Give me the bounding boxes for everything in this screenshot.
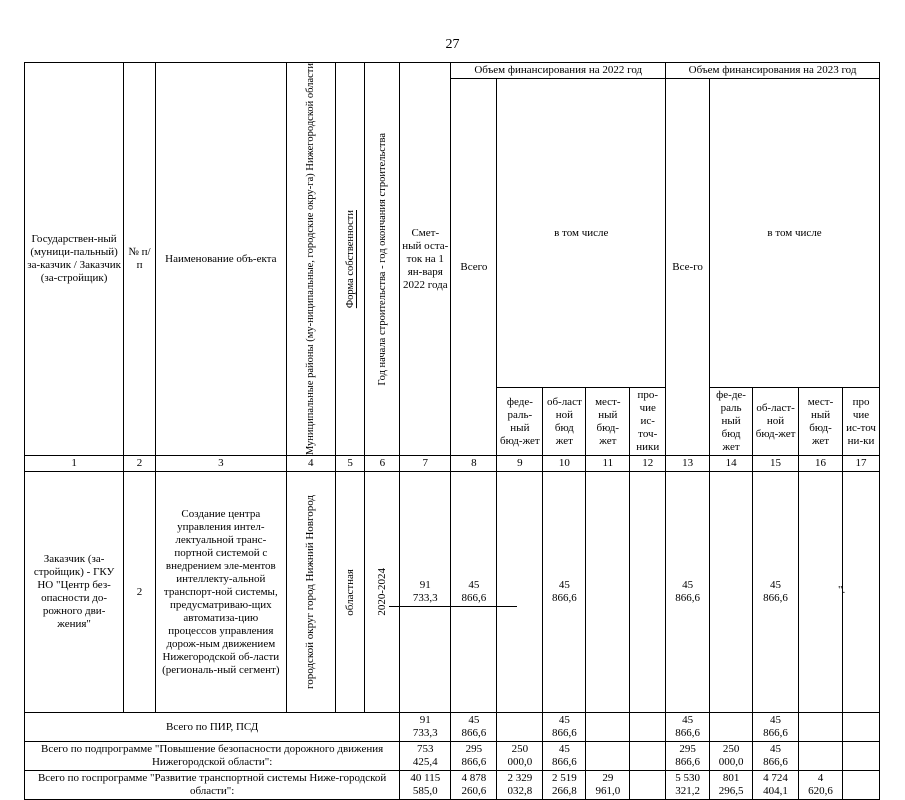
cell-9: 250 000,0 bbox=[497, 742, 543, 771]
cell-13: 295 866,6 bbox=[666, 742, 710, 771]
cell-14 bbox=[710, 713, 753, 742]
cell-14 bbox=[710, 472, 753, 713]
header-local-2023: мест-ный бюд-жет bbox=[799, 388, 843, 456]
header-number: № п/п bbox=[124, 63, 156, 456]
total-program-label: Всего по госпрограмме "Развитие транспортной системы Ниже-городской области": bbox=[25, 771, 400, 800]
column-number: 10 bbox=[543, 456, 586, 472]
header-construction-years: Год начала строительства - год окончания строительства bbox=[365, 63, 400, 456]
cell-14: 250 000,0 bbox=[710, 742, 753, 771]
header-row bbox=[25, 63, 880, 79]
header-object-name: Наименование объ-екта bbox=[155, 63, 286, 456]
column-number: 5 bbox=[335, 456, 365, 472]
district-cell: городской округ город Нижний Новгород bbox=[286, 472, 335, 713]
cell-16 bbox=[799, 742, 843, 771]
cell-9: 2 329 032,8 bbox=[497, 771, 543, 800]
total-pir-row bbox=[25, 713, 880, 742]
column-number: 3 bbox=[155, 456, 286, 472]
years-cell: 2020-2024 bbox=[365, 472, 400, 713]
cell-10: 45 866,6 bbox=[543, 472, 586, 713]
cell-10: 2 519 266,8 bbox=[543, 771, 586, 800]
cell-12 bbox=[630, 742, 666, 771]
column-number: 17 bbox=[843, 456, 880, 472]
cell-12 bbox=[630, 472, 666, 713]
header-financing-2023: Объем финансирования на 2023 год bbox=[666, 63, 880, 79]
column-number: 1 bbox=[25, 456, 124, 472]
cell-12 bbox=[630, 771, 666, 800]
cell-17 bbox=[843, 771, 880, 800]
customer-cell: Заказчик (за-стройщик) - ГКУ НО "Центр без-опасности до-рожного дви-жения" bbox=[25, 472, 124, 713]
column-number: 15 bbox=[753, 456, 799, 472]
cell-16: 4 620,6 bbox=[799, 771, 843, 800]
cell-11 bbox=[586, 742, 630, 771]
cell-8: 45 866,6 bbox=[451, 713, 497, 742]
total-program-row bbox=[25, 771, 880, 800]
column-number: 16 bbox=[799, 456, 843, 472]
cell-15: 45 866,6 bbox=[753, 472, 799, 713]
header-financing-2022: Объем финансирования на 2022 год bbox=[451, 63, 666, 79]
column-number: 8 bbox=[451, 456, 497, 472]
cell-8: 4 878 260,6 bbox=[451, 771, 497, 800]
cell-13: 45 866,6 bbox=[666, 472, 710, 713]
cell-15: 45 866,6 bbox=[753, 742, 799, 771]
cell-16 bbox=[799, 713, 843, 742]
financing-table bbox=[24, 62, 880, 800]
header-customer: Государствен-ный (муници-пальный) за-казчик / Заказчик (за-стройщик) bbox=[25, 63, 124, 456]
cell-17 bbox=[843, 713, 880, 742]
total-pir-label: Всего по ПИР, ПСД bbox=[25, 713, 400, 742]
header-total-2023: Все-го bbox=[666, 79, 710, 456]
header-total-2022: Всего bbox=[451, 79, 497, 456]
header-federal-2023: фе-де-раль ный бюд жет bbox=[710, 388, 753, 456]
column-number: 9 bbox=[497, 456, 543, 472]
cell-15: 45 866,6 bbox=[753, 713, 799, 742]
column-number: 12 bbox=[630, 456, 666, 472]
table-row bbox=[25, 472, 880, 713]
closing-quote-mark: ". bbox=[838, 584, 846, 596]
header-estimate-balance: Смет-ный оста-ток на 1 ян-варя 2022 года bbox=[400, 63, 451, 456]
cell-16 bbox=[799, 472, 846, 713]
column-number: 4 bbox=[286, 456, 335, 472]
cell-7: 753 425,4 bbox=[400, 742, 451, 771]
ownership-cell: областная bbox=[335, 472, 365, 713]
column-number: 14 bbox=[710, 456, 753, 472]
header-ownership: Форма собственности bbox=[335, 63, 365, 456]
column-number: 2 bbox=[124, 456, 156, 472]
cell-17 bbox=[843, 472, 880, 713]
cell-12 bbox=[630, 713, 666, 742]
cell-10: 45 866,6 bbox=[543, 713, 586, 742]
total-subprogram-label: Всего по подпрограмме "Повышение безопасности дорожного движения Нижегородской области": bbox=[25, 742, 400, 771]
cell-17 bbox=[843, 742, 880, 771]
row-number-cell: 2 bbox=[124, 472, 156, 713]
header-other-2023: про чие ис-точ ни-ки bbox=[843, 388, 880, 456]
column-number: 7 bbox=[400, 456, 451, 472]
column-number: 6 bbox=[365, 456, 400, 472]
cell-9 bbox=[497, 713, 543, 742]
header-districts: Муниципальные районы (му-ниципальные, городские окру-га) Нижегородской области bbox=[286, 63, 335, 456]
header-regional-2023: об-ласт-ной бюд-жет bbox=[753, 388, 799, 456]
cell-13: 5 530 321,2 bbox=[666, 771, 710, 800]
cell-7: 91 733,3 bbox=[400, 713, 451, 742]
object-name-cell: Создание центра управления интел-лектуальной транс-портной системой с внедрением эле-ментов интеллекту-альной транспорт-ной системы, предусматриваю-щих автоматиза-цию процессов управления дорож-ным движением Нижегородской об-ласти (региональ-ный сегмент) bbox=[155, 472, 286, 713]
cell-13: 45 866,6 bbox=[666, 713, 710, 742]
cell-7: 40 115 585,0 bbox=[400, 771, 451, 800]
cell-9 bbox=[497, 472, 543, 713]
header-other-2022: про-чие ис-точ-ники bbox=[630, 388, 666, 456]
column-numbers-row bbox=[25, 456, 880, 472]
column-number: 13 bbox=[666, 456, 710, 472]
cell-10: 45 866,6 bbox=[543, 742, 586, 771]
footnote-divider bbox=[389, 606, 517, 607]
cell-8: 45 866,6 bbox=[451, 472, 497, 713]
cell-14: 801 296,5 bbox=[710, 771, 753, 800]
cell-15: 4 724 404,1 bbox=[753, 771, 799, 800]
cell-11 bbox=[586, 472, 630, 713]
page-number: 27 bbox=[445, 37, 460, 52]
cell-7: 91 733,3 bbox=[400, 472, 451, 713]
total-subprogram-row bbox=[25, 742, 880, 771]
column-number: 11 bbox=[586, 456, 630, 472]
cell-8: 295 866,6 bbox=[451, 742, 497, 771]
cell-11: 29 961,0 bbox=[586, 771, 630, 800]
header-federal-2022: феде-раль-ный бюд-жет bbox=[497, 388, 543, 456]
header-regional-2022: об-ласт ной бюд жет bbox=[543, 388, 586, 456]
header-including-2022: в том числе bbox=[497, 79, 666, 388]
header-including-2023: в том числе bbox=[710, 79, 880, 388]
header-local-2022: мест-ный бюд-жет bbox=[586, 388, 630, 456]
cell-11 bbox=[586, 713, 630, 742]
